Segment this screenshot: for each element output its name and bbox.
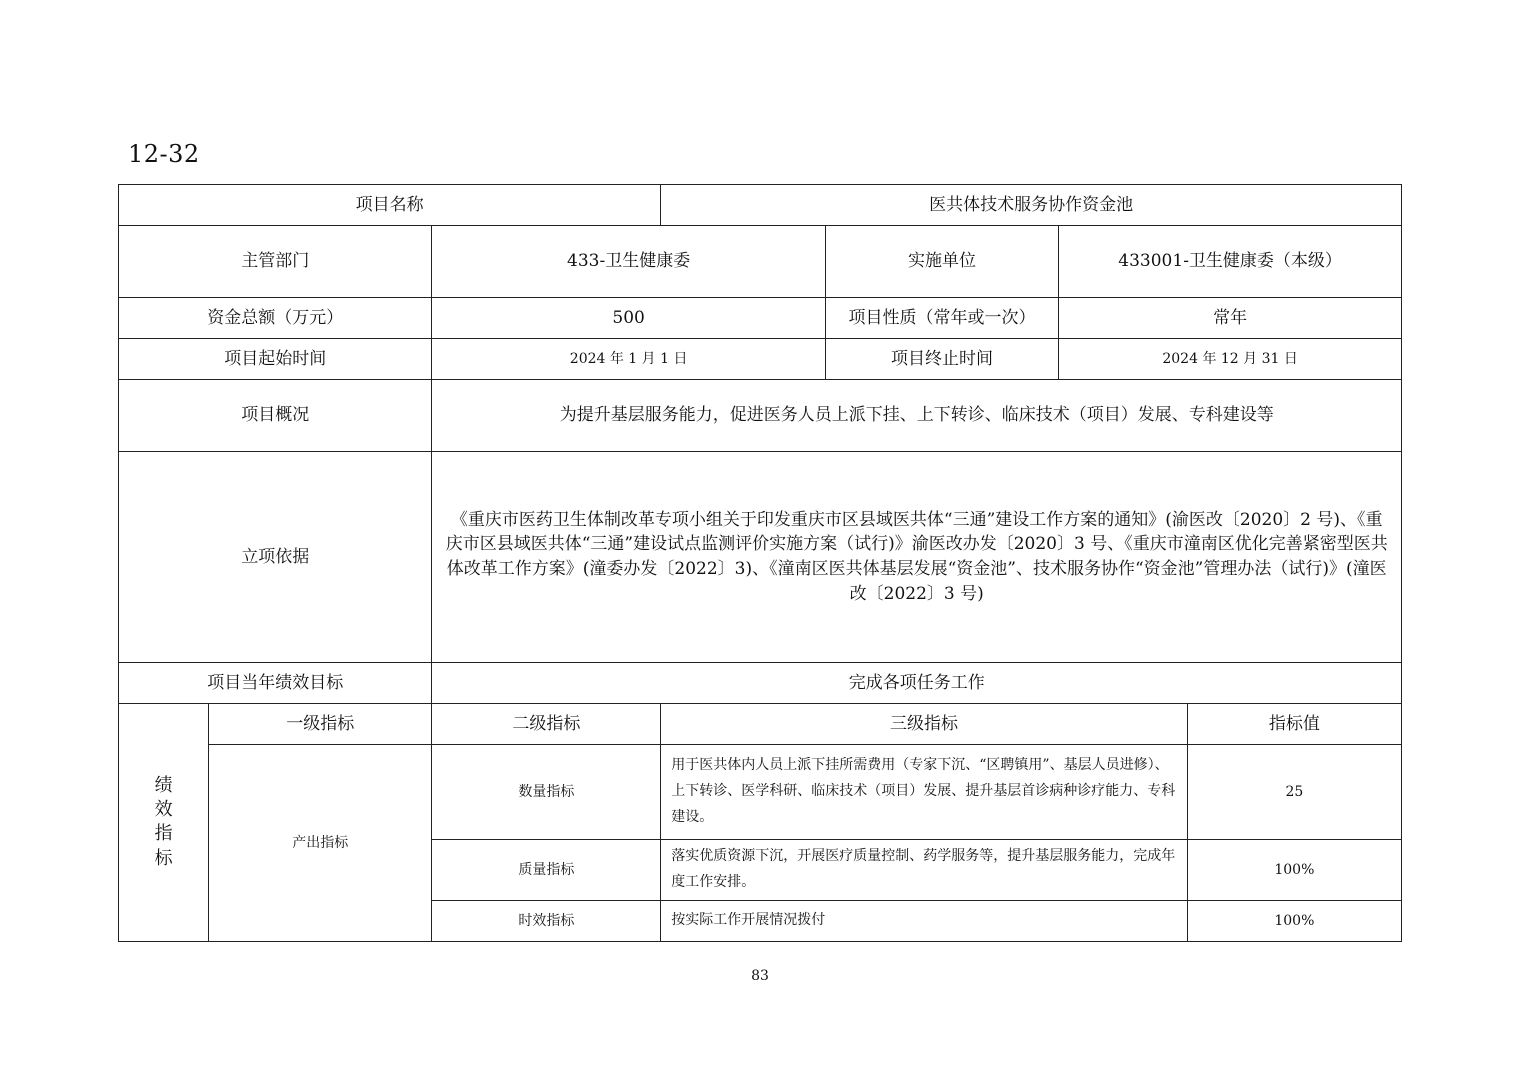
level3-indicator: 落实优质资源下沉，开展医疗质量控制、药学服务等，提升基层服务能力，完成年度工作安排。 [661, 840, 1187, 901]
section-char: 绩 [154, 774, 173, 796]
section-char: 效 [154, 799, 173, 821]
row-funds [119, 298, 1402, 339]
department-label: 主管部门 [119, 226, 432, 298]
basis-label: 立项依据 [119, 452, 432, 663]
level2-indicator: 质量指标 [432, 840, 661, 901]
level2-indicator: 数量指标 [432, 745, 661, 840]
row-project-name [119, 185, 1402, 226]
indicator-value: 100% [1187, 900, 1401, 941]
start-date-label: 项目起始时间 [119, 339, 432, 380]
level3-indicator: 用于医共体内人员上派下挂所需费用（专家下沉、“区聘镇用”、基层人员进修）、上下转诊、医学科研、临床技术（项目）发展、提升基层首诊病种诊疗能力、专科建设。 [661, 745, 1187, 840]
row-overview [119, 380, 1402, 452]
annual-goal-label: 项目当年绩效目标 [119, 663, 432, 704]
end-date-value: 2024 年 12 月 31 日 [1059, 339, 1402, 380]
start-date-value: 2024 年 1 月 1 日 [432, 339, 825, 380]
indicator-row [119, 745, 1402, 840]
project-performance-table [118, 184, 1402, 942]
row-indicator-headers [119, 704, 1402, 745]
level3-indicator: 按实际工作开展情况拨付 [661, 900, 1187, 941]
row-annual-goal [119, 663, 1402, 704]
project-nature-label: 项目性质（常年或一次） [825, 298, 1058, 339]
page-number: 83 [751, 968, 769, 984]
row-basis [119, 452, 1402, 663]
implementing-unit-label: 实施单位 [825, 226, 1058, 298]
level2-header: 二级指标 [432, 704, 661, 745]
project-name-label: 项目名称 [119, 185, 661, 226]
overview-label: 项目概况 [119, 380, 432, 452]
row-department [119, 226, 1402, 298]
end-date-label: 项目终止时间 [825, 339, 1058, 380]
annual-goal-value: 完成各项任务工作 [432, 663, 1402, 704]
implementing-unit-value: 433001-卫生健康委（本级） [1059, 226, 1402, 298]
total-funds-label: 资金总额（万元） [119, 298, 432, 339]
row-dates [119, 339, 1402, 380]
level2-indicator: 时效指标 [432, 900, 661, 941]
section-char: 指 [154, 823, 173, 845]
indicator-value-header: 指标值 [1187, 704, 1401, 745]
basis-value: 《重庆市医药卫生体制改革专项小组关于印发重庆市区县域医共体“三通”建设工作方案的通知》(渝医改〔2020〕2 号)、《重庆市区县域医共体“三通”建设试点监测评价实施方案（试行)》渝医改办发〔2020〕3 号、《重庆市潼南区优化完善紧密型医共体改革工作方案》(潼委办发〔2022〕3)、《潼南区医共体基层发展“资金池”、技术服务协作“资金池”管理办法（试行)》(潼医改〔2022〕3 号) [432, 452, 1402, 663]
project-name-value: 医共体技术服务协作资金池 [661, 185, 1402, 226]
performance-indicator-section-label [119, 704, 209, 942]
indicator-value: 25 [1187, 745, 1401, 840]
level1-header: 一级指标 [209, 704, 432, 745]
department-value: 433-卫生健康委 [432, 226, 825, 298]
total-funds-value: 500 [432, 298, 825, 339]
level3-header: 三级指标 [661, 704, 1187, 745]
page-code: 12-32 [128, 140, 200, 168]
indicator-value: 100% [1187, 840, 1401, 901]
overview-value: 为提升基层服务能力，促进医务人员上派下挂、上下转诊、临床技术（项目）发展、专科建设等 [432, 380, 1402, 452]
section-char: 标 [154, 847, 173, 869]
project-nature-value: 常年 [1059, 298, 1402, 339]
level1-output-indicator: 产出指标 [209, 745, 432, 942]
